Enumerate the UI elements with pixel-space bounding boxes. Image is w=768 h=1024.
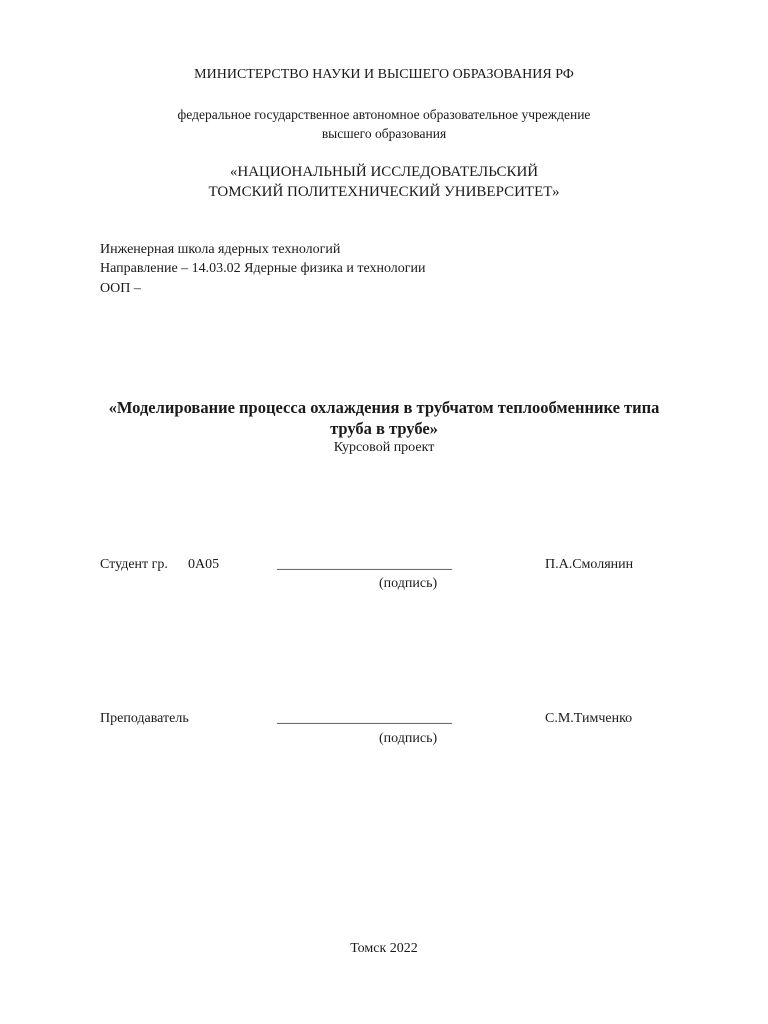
work-title-line-1: «Моделирование процесса охлаждения в трубчатом теплообменнике типа	[108, 398, 660, 417]
university-name-line-2: ТОМСКИЙ ПОЛИТЕХНИЧЕСКИЙ УНИВЕРСИТЕТ»	[208, 184, 560, 200]
institution-type-line-2: высшего образования	[321, 126, 447, 141]
ministry-heading: МИНИСТЕРСТВО НАУКИ И ВЫСШЕГО ОБРАЗОВАНИЯ РФ	[194, 67, 574, 82]
student-signature-line: _________________________	[277, 557, 452, 572]
city-year: Томск 2022	[350, 941, 418, 956]
student-label: Студент гр.	[100, 557, 168, 572]
work-type: Курсовой проект	[333, 440, 435, 455]
student-group: 0А05	[188, 557, 220, 572]
work-title-line-2: труба в трубе»	[330, 419, 438, 438]
institution-type-line-1: федеральное государственное автономное образовательное учреждение	[177, 107, 591, 122]
student-name: П.А.Смолянин	[545, 557, 634, 572]
educational-program: ООП –	[100, 281, 141, 296]
study-direction: Направление – 14.03.02 Ядерные физика и технологии	[100, 261, 426, 276]
teacher-signature-line: _________________________	[277, 711, 452, 726]
engineering-school: Инженерная школа ядерных технологий	[100, 242, 341, 257]
university-name-line-1: «НАЦИОНАЛЬНЫЙ ИССЛЕДОВАТЕЛЬСКИЙ	[229, 164, 539, 180]
student-signature-caption: (подпись)	[379, 576, 438, 591]
teacher-name: С.М.Тимченко	[545, 711, 633, 726]
teacher-signature-caption: (подпись)	[379, 731, 438, 746]
teacher-label: Преподаватель	[100, 711, 189, 726]
